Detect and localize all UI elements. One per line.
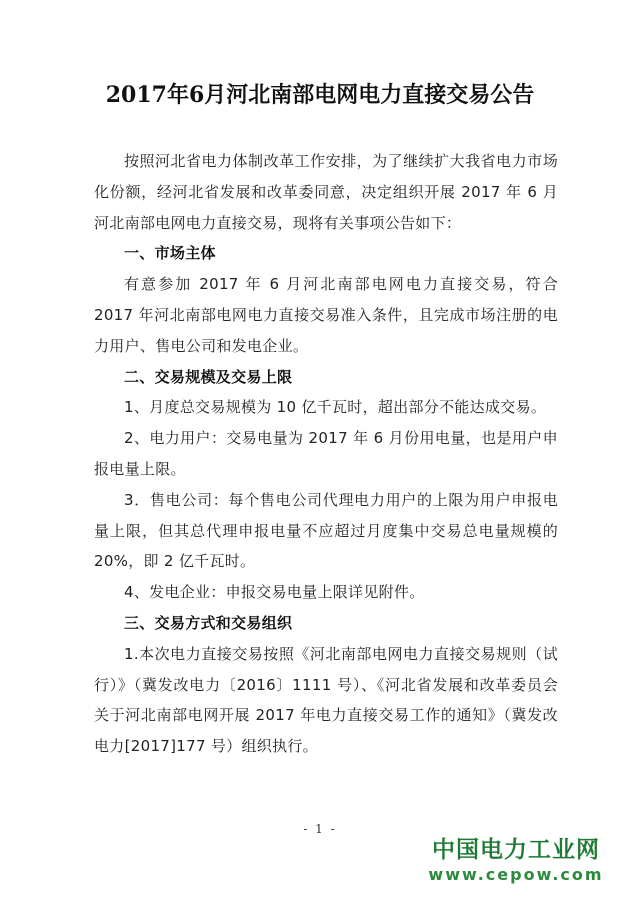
section-heading-trade-scale: 二、交易规模及交易上限 bbox=[124, 367, 293, 386]
page-title: 2017年6月河北南部电网电力直接交易公告 bbox=[105, 82, 535, 108]
section-heading-trade-method: 三、交易方式和交易组织 bbox=[124, 613, 293, 632]
document-body bbox=[94, 146, 558, 762]
section-paragraph: 4、发电企业：申报交易电量上限详见附件。 bbox=[124, 583, 425, 602]
section-paragraph: 1、月度总交易规模为 10 亿千瓦时，超出部分不能达成交易。 bbox=[124, 398, 547, 417]
watermark-site-name: 中国电力工业网 bbox=[432, 837, 600, 863]
watermark-site-url: www.cepow.com bbox=[428, 865, 604, 884]
section-heading-market-entities: 一、市场主体 bbox=[124, 244, 216, 263]
section-paragraph: 3．售电公司：每个售电公司代理电力用户的上限为用户申报电量上限，但其总代理申报电量不应超过月度集中交易总电量规模的 20%，即 2 亿千瓦时。 bbox=[94, 490, 558, 571]
section-paragraph: 有意参加 2017 年 6 月河北南部电网电力直接交易，符合 2017 年河北南部电网电力直接交易准入条件，且完成市场注册的电力用户、售电公司和发电企业。 bbox=[94, 275, 558, 355]
section-paragraph: 2、电力用户：交易电量为 2017 年 6 月份用电量，也是用户申报电量上限。 bbox=[94, 429, 558, 478]
page-number: - 1 - bbox=[303, 822, 337, 836]
watermark-logo bbox=[406, 836, 626, 886]
section-paragraph: 1.本次电力直接交易按照《河北南部电网电力直接交易规则（试行）》（冀发改电力〔2016〕1111 号）、《河北省发展和改革委员会关于河北南部电网开展 2017 年电力直接交易工作的通知》（冀发改电力[2017]177 号）组织执行。 bbox=[94, 644, 558, 756]
intro-paragraph: 按照河北省电力体制改革工作安排，为了继续扩大我省电力市场化份额，经河北省发展和改革委同意，决定组织开展 2017 年 6 月河北南部电网电力直接交易，现将有关事项公告如下： bbox=[94, 152, 558, 232]
